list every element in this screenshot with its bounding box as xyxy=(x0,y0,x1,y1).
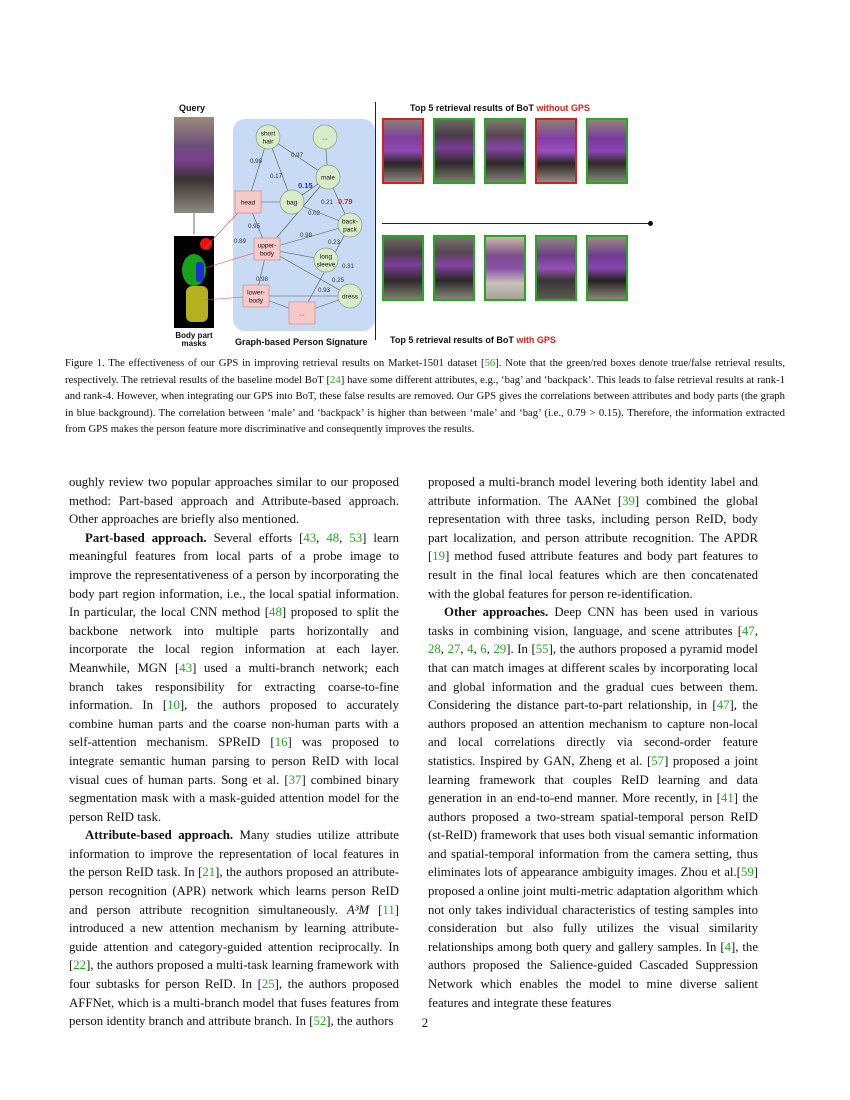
figure-1 xyxy=(160,100,655,350)
text-run: , xyxy=(754,623,758,638)
citation-link[interactable]: 43 xyxy=(303,530,317,545)
retrieval-result-2 xyxy=(433,118,475,184)
text-run: , xyxy=(339,530,350,545)
retrieval-result-4 xyxy=(535,235,577,301)
retrieval-result-5 xyxy=(586,235,628,301)
retrieval-result-2 xyxy=(433,235,475,301)
left-column xyxy=(69,473,399,1031)
edge-weight: 0.15 xyxy=(298,181,313,190)
citation-link[interactable]: 41 xyxy=(720,791,734,806)
text-run: , xyxy=(316,530,327,545)
text-run: ] proposed a joint learning framework that couples ReID learning and data generation in an end-to-end manner. More recently, in [ xyxy=(428,753,758,806)
edge-weight: 0.98 xyxy=(250,158,263,165)
text-run: ], the authors proposed an attribute-person recognition (APR) network which learns person ReID and person attribute recognition simultaneously. xyxy=(69,865,399,917)
text-run: Figure 1. The effectiveness of our GPS in improving retrieval results on Market-1501 dataset [ xyxy=(65,357,485,369)
citation-link[interactable]: 29 xyxy=(493,642,507,657)
retrieval-result-3 xyxy=(484,235,526,301)
body-part-node-label: ... xyxy=(299,310,305,318)
body-part-node-label: head xyxy=(240,199,256,207)
edge-weight: 0.98 xyxy=(256,276,269,283)
citation-link[interactable]: 37 xyxy=(288,772,302,787)
citation-link[interactable]: 47 xyxy=(742,623,755,638)
text-run: ] introduced a new attention mechanism by learning attribute-guide attention and category-guided attention reciprocally. In [ xyxy=(69,902,399,973)
attribute-node-label: dress xyxy=(342,293,358,301)
text-run: ] proposed a online joint multi-metric adaptation algorithm which not only takes individual characteristics of testing samples into consideration but also fully utilizes the visual similarity relationships among both query and gallery samples. In [ xyxy=(428,865,758,954)
text-run: ] combined binary segmentation mask with a mask-guided attention model for the person ReID task. xyxy=(69,772,399,824)
retrieval-result-5 xyxy=(586,118,628,184)
edge-weight: 0.02 xyxy=(308,210,321,217)
paragraph xyxy=(69,826,399,1031)
edge-weight: 0.23 xyxy=(328,239,341,246)
edge-weight: 0.17 xyxy=(270,173,283,180)
query-label: Query xyxy=(179,103,206,113)
citation-link[interactable]: 27 xyxy=(447,642,461,657)
vertical-divider xyxy=(375,102,376,340)
citation-link[interactable]: 59 xyxy=(740,865,754,880)
attribute-node-label: back-pack xyxy=(342,218,358,234)
text-run: ] have some different attributes, e.g., ‘bag’ and ‘backpack’. This leads to false retrieval results at rank-1 and rank-4. However, when integrating our GPS into BoT, these false results are removed. Our GPS gives the correlations between attributes and body parts (the graph in blue background). The correlation between ‘male’ and ‘backpack’ is higher than between ‘male’ and ‘bag’ (i.e., 0.79 > 0.15). Therefore, the information extracted from GPS makes the person feature more discriminative and consequently improves the results. xyxy=(65,373,785,435)
attribute-node-label: long sleeve xyxy=(316,253,336,269)
right-column xyxy=(428,473,758,1012)
paragraph-heading: Other approaches. xyxy=(444,605,549,620)
paragraph xyxy=(428,473,758,603)
citation-link[interactable]: 43 xyxy=(179,660,193,675)
text-run: oughly review two popular approaches similar to our proposed method: Part-based approach and Attribute-based approach. Other approaches are briefly also mentioned. xyxy=(69,475,399,527)
text-run: ] method fused attribute features and body part features to result in the final local features which are then concatenated with the global features for person re-identification. xyxy=(428,549,758,601)
row-divider-dot xyxy=(648,221,653,226)
text-run: ] learn meaningful features from local parts of a probe image to improve the representativeness of a person by incorporating the body part region information, i.e., the local spatial information. In particular, the local CNN method [ xyxy=(69,530,399,620)
citation-link[interactable]: 52 xyxy=(313,1014,327,1029)
citation-link[interactable]: 55 xyxy=(535,642,549,657)
text-run: ], the authors proposed the Salience-guided Cascaded Suppression Network which enables the model to mine diverse salient features and integrate these features xyxy=(428,939,759,1010)
edge-weight: 0.93 xyxy=(318,287,331,294)
citation-link[interactable]: 4 xyxy=(724,939,732,954)
bottom-row-title: Top 5 retrieval results of BoT with GPS xyxy=(390,335,556,345)
paragraph xyxy=(69,473,399,529)
citation-link[interactable]: 39 xyxy=(622,493,635,508)
text-run: ]. Note that the green/red boxes denote true/false retrieval results, respectively. The retrieval results of the baseline model BoT [ xyxy=(65,357,785,386)
person-signature-graph xyxy=(160,100,375,340)
text-run: ]. In [ xyxy=(506,642,536,657)
paragraph-heading: Attribute-based approach. xyxy=(85,828,234,843)
text-run: , xyxy=(486,642,494,657)
text-run: , xyxy=(473,642,481,657)
citation-link[interactable]: 57 xyxy=(651,753,665,768)
edge-weight: 0.98 xyxy=(300,232,313,239)
citation-link[interactable]: 4 xyxy=(467,642,474,657)
citation-link[interactable]: 21 xyxy=(202,865,216,880)
text-run: , xyxy=(460,642,468,657)
text-run: Deep CNN has been used in various tasks in combining vision, language, and scene attributes [ xyxy=(428,605,758,638)
citation-link[interactable]: 25 xyxy=(261,977,275,992)
page-number: 2 xyxy=(421,1016,429,1030)
retrieval-result-1 xyxy=(382,235,424,301)
retrieval-result-1 xyxy=(382,118,424,184)
edge-weight: 0.89 xyxy=(234,238,247,245)
retrieval-result-4 xyxy=(535,118,577,184)
text-run: Many studies utilize attribute information to improve the representation of local features in the person ReID task. In [ xyxy=(69,828,399,880)
figure-caption xyxy=(65,355,785,438)
citation-link[interactable]: 28 xyxy=(428,642,441,657)
citation-link[interactable]: 24 xyxy=(330,373,341,386)
text-run: ], the authors proposed AFFNet, which is a multi-branch model that fuses features from person identity branch and attribute branch. In [ xyxy=(69,977,400,1029)
citation-link[interactable]: 53 xyxy=(349,530,363,545)
citation-link[interactable]: 48 xyxy=(326,530,340,545)
paragraph xyxy=(428,603,758,1012)
text-run: ] proposed to split the backbone network into multiple parts horizontally and incorporate the local region information at each layer. Meanwhile, MGN [ xyxy=(69,605,399,675)
text-run: ] used a multi-branch network; each branch takes responsibility for extracting coarse-to-fine information. In [ xyxy=(69,660,400,713)
top-row-title: Top 5 retrieval results of BoT without GPS xyxy=(410,103,590,113)
attribute-node-label: bag xyxy=(286,199,298,207)
text-run: ], the authors proposed an attention mechanism to capture non-local and local correlations directly via second-order feature statistics. Inspired by GAN, Zheng et al. [ xyxy=(428,698,758,768)
body-part-node-label: upper-body xyxy=(257,242,277,258)
edge-weight: 0.21 xyxy=(321,199,334,206)
edge-weight: 0.95 xyxy=(248,223,261,230)
paragraph-heading: Part-based approach. xyxy=(85,530,207,545)
retrieval-result-3 xyxy=(484,118,526,184)
mask-label: Body part masks xyxy=(175,331,213,348)
text-run: ], the authors proposed a multi-task learning framework with four subtasks for person ReID. In [ xyxy=(69,958,399,992)
attribute-node-label: short hair xyxy=(260,130,276,146)
body-part-node-label: lower-body xyxy=(247,289,265,305)
citation-link[interactable]: 48 xyxy=(269,605,282,620)
text-run: ], the authors proposed a pyramid model that can match images at different scales by incorporating local and global information and the gradual cues between them. Considering the distance part-to-part relationship, in [ xyxy=(428,642,758,713)
edge-weight: 0.97 xyxy=(291,152,304,159)
text-run: proposed a multi-branch model levering both identity label and attribute information. The AANet [ xyxy=(428,475,758,508)
edge-weight: 0.25 xyxy=(332,277,345,284)
edge-weight: 0.31 xyxy=(342,263,355,270)
citation-link[interactable]: 10 xyxy=(167,698,180,713)
text-run: ] combined the global representation with three tasks, including person ReID, body part localization, and person attribute recognition. The APDR [ xyxy=(428,493,758,564)
row-divider xyxy=(382,223,650,224)
citation-link[interactable]: 6 xyxy=(480,642,487,657)
citation-link[interactable]: 47 xyxy=(716,698,730,713)
graph-label: Graph-based Person Signature xyxy=(235,337,368,347)
math-term: A³M xyxy=(346,902,370,917)
paragraph xyxy=(69,529,399,827)
text-run: [ xyxy=(369,902,383,917)
text-run: ] was proposed to integrate semantic human parsing to person ReID with local visual cues of human parts. Song et al. [ xyxy=(69,735,399,787)
citation-link[interactable]: 19 xyxy=(432,549,446,564)
text-run: ], the authors proposed to accurately combine human parts and the coarse non-human parts with a self-attention mechanism. SPReID [ xyxy=(69,698,400,750)
text-run: Several efforts [ xyxy=(206,530,304,545)
text-run: ], the authors xyxy=(326,1014,394,1029)
citation-link[interactable]: 11 xyxy=(382,902,395,917)
text-run: , xyxy=(440,642,448,657)
text-run: ] the authors proposed a two-stream spatial-temporal person ReID (st-ReID) framework that uses both visual semantic information and spatial-temporal information from the camera setting, thus eliminates lots of appearance ambiguity images. Zhou et al.[ xyxy=(428,791,758,880)
citation-link[interactable]: 22 xyxy=(73,958,87,973)
citation-link[interactable]: 56 xyxy=(484,357,496,369)
citation-link[interactable]: 16 xyxy=(274,735,288,750)
attribute-node-label: ... xyxy=(322,134,328,142)
edge-weight: 0.79 xyxy=(338,197,353,206)
attribute-node-label: male xyxy=(320,174,336,182)
